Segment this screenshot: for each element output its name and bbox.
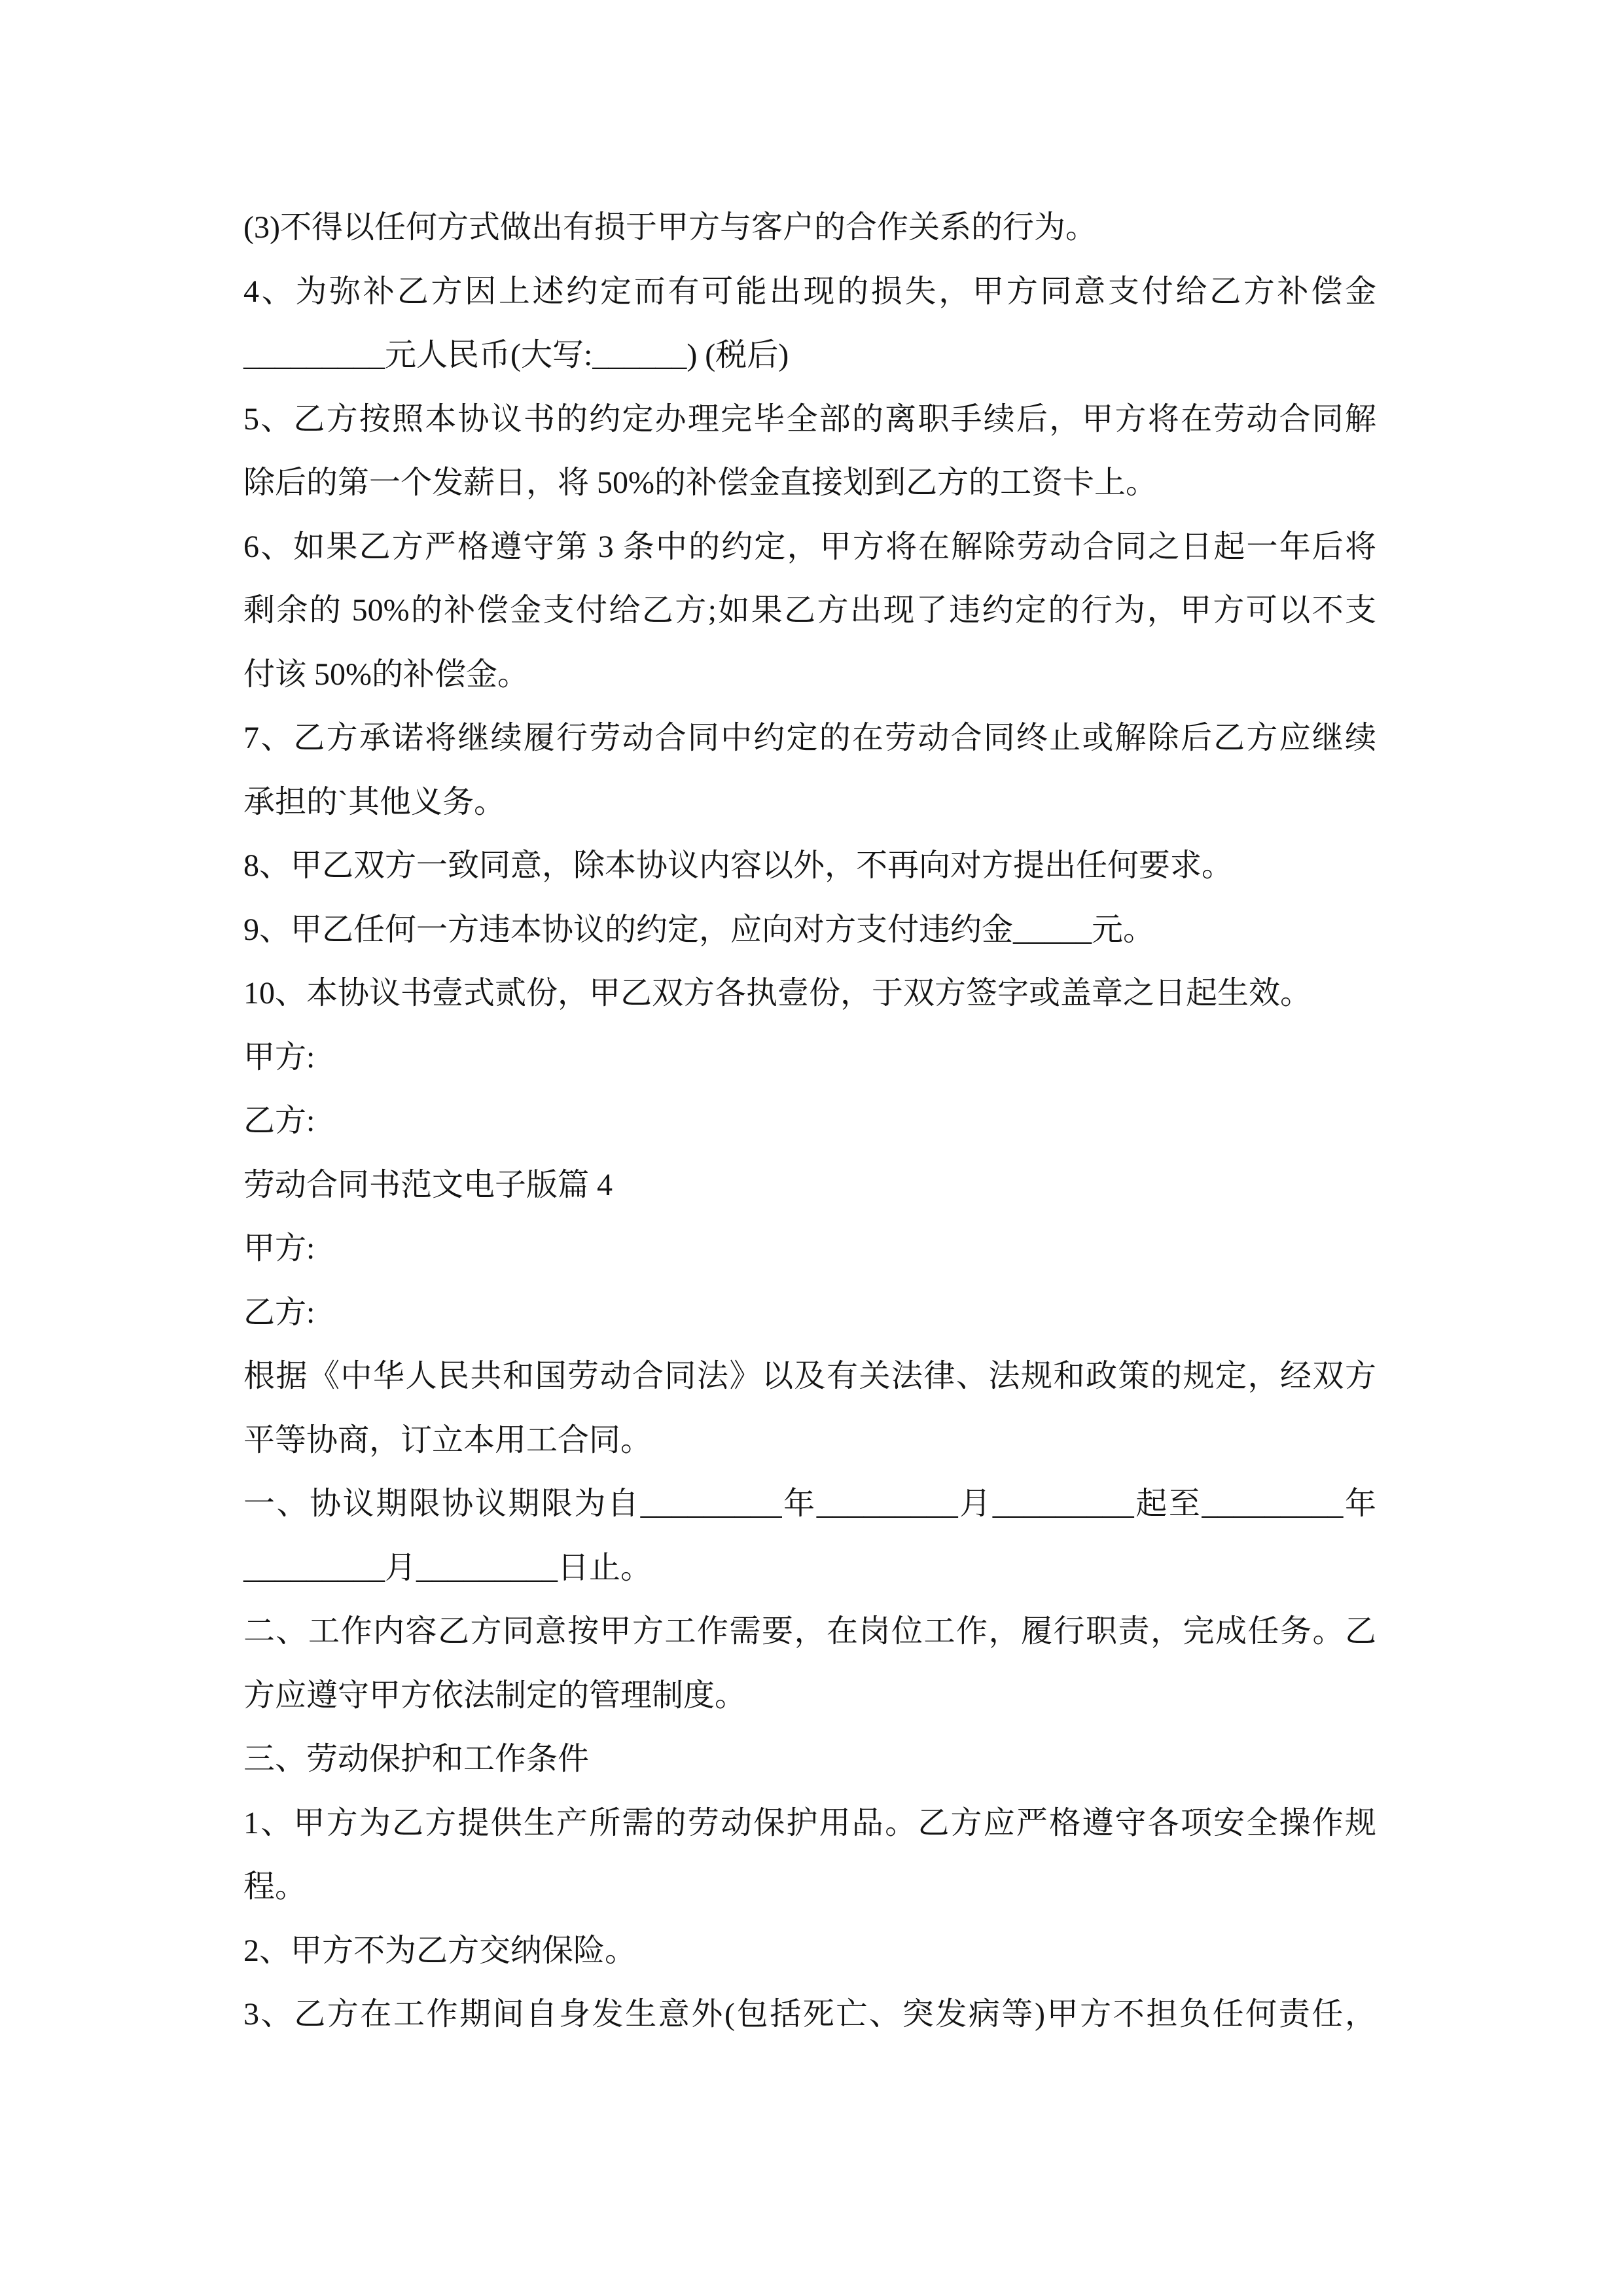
clause-6-line-2: 剩余的 50%的补偿金支付给乙方;如果乙方出现了违约定的行为，甲方可以不支 <box>243 593 1376 628</box>
clause-4-amount-blank: _________元人民币(大写:______) (税后) <box>243 338 789 372</box>
clause-6-line-1: 6、如果乙方严格遵守第 3 条中的约定，甲方将在解除劳动合同之日起一年后将 <box>243 529 1376 564</box>
section-heading-part-4: 劳动合同书范文电子版篇 4 <box>243 1167 613 1202</box>
preamble-line-1: 根据《中华人民共和国劳动合同法》以及有关法律、法规和政策的规定，经双方 <box>243 1359 1376 1393</box>
clause-9-penalty: 9、甲乙任何一方违本协议的约定，应向对方支付违约金_____元。 <box>243 912 1155 947</box>
article-3-item-1-line-2: 程。 <box>243 1869 307 1904</box>
clause-5-payment-line-1: 5、乙方按照本协议书的约定办理完毕全部的离职手续后，甲方将在劳动合同解 <box>243 401 1376 437</box>
article-1-term-line-2: _________月_________日止。 <box>243 1550 652 1585</box>
clause-3-subitem-3: (3)不得以任何方式做出有损于甲方与客户的合作关系的行为。 <box>243 210 1097 245</box>
clause-10-effectiveness: 10、本协议书壹式贰份，甲乙双方各执壹份，于双方签字或盖章之日起生效。 <box>243 976 1312 1011</box>
article-3-item-1-line-1: 1、甲方为乙方提供生产所需的劳动保护用品。乙方应严格遵守各项安全操作规 <box>243 1805 1376 1840</box>
clause-4-compensation: 4、为弥补乙方因上述约定而有可能出现的损失，甲方同意支付给乙方补偿金 <box>243 274 1376 309</box>
party-a-label: 甲方: <box>243 1231 315 1266</box>
clause-8-agreement: 8、甲乙双方一致同意，除本协议内容以外，不再向对方提出任何要求。 <box>243 848 1234 883</box>
preamble-line-2: 平等协商，订立本用工合同。 <box>243 1422 652 1458</box>
party-b-signature-label: 乙方: <box>243 1103 315 1138</box>
article-3-item-2: 2、甲方不为乙方交纳保险。 <box>243 1933 637 1968</box>
article-3-heading: 三、劳动保护和工作条件 <box>243 1742 590 1776</box>
article-3-item-3: 3、乙方在工作期间自身发生意外(包括死亡、突发病等)甲方不担负任何责任， <box>243 1997 1376 2032</box>
clause-5-payment-line-2: 除后的第一个发薪日，将 50%的补偿金直接划到乙方的工资卡上。 <box>243 465 1157 500</box>
clause-7-line-2: 承担的`其他义务。 <box>243 784 505 819</box>
clause-6-line-3: 付该 50%的补偿金。 <box>243 656 529 692</box>
party-b-label: 乙方: <box>243 1295 315 1330</box>
article-2-work-line-2: 方应遵守甲方依法制定的管理制度。 <box>243 1677 747 1713</box>
article-2-work-line-1: 二、工作内容乙方同意按甲方工作需要，在岗位工作，履行职责，完成任务。乙 <box>243 1614 1376 1649</box>
party-a-signature-label: 甲方: <box>243 1039 315 1075</box>
contract-text-block <box>243 196 1376 2047</box>
clause-7-line-1: 7、乙方承诺将继续履行劳动合同中约定的在劳动合同终止或解除后乙方应继续 <box>243 721 1376 755</box>
article-1-term-line-1: 一、协议期限协议期限为自_________年_________月_________起至_________年 <box>243 1486 1376 1521</box>
